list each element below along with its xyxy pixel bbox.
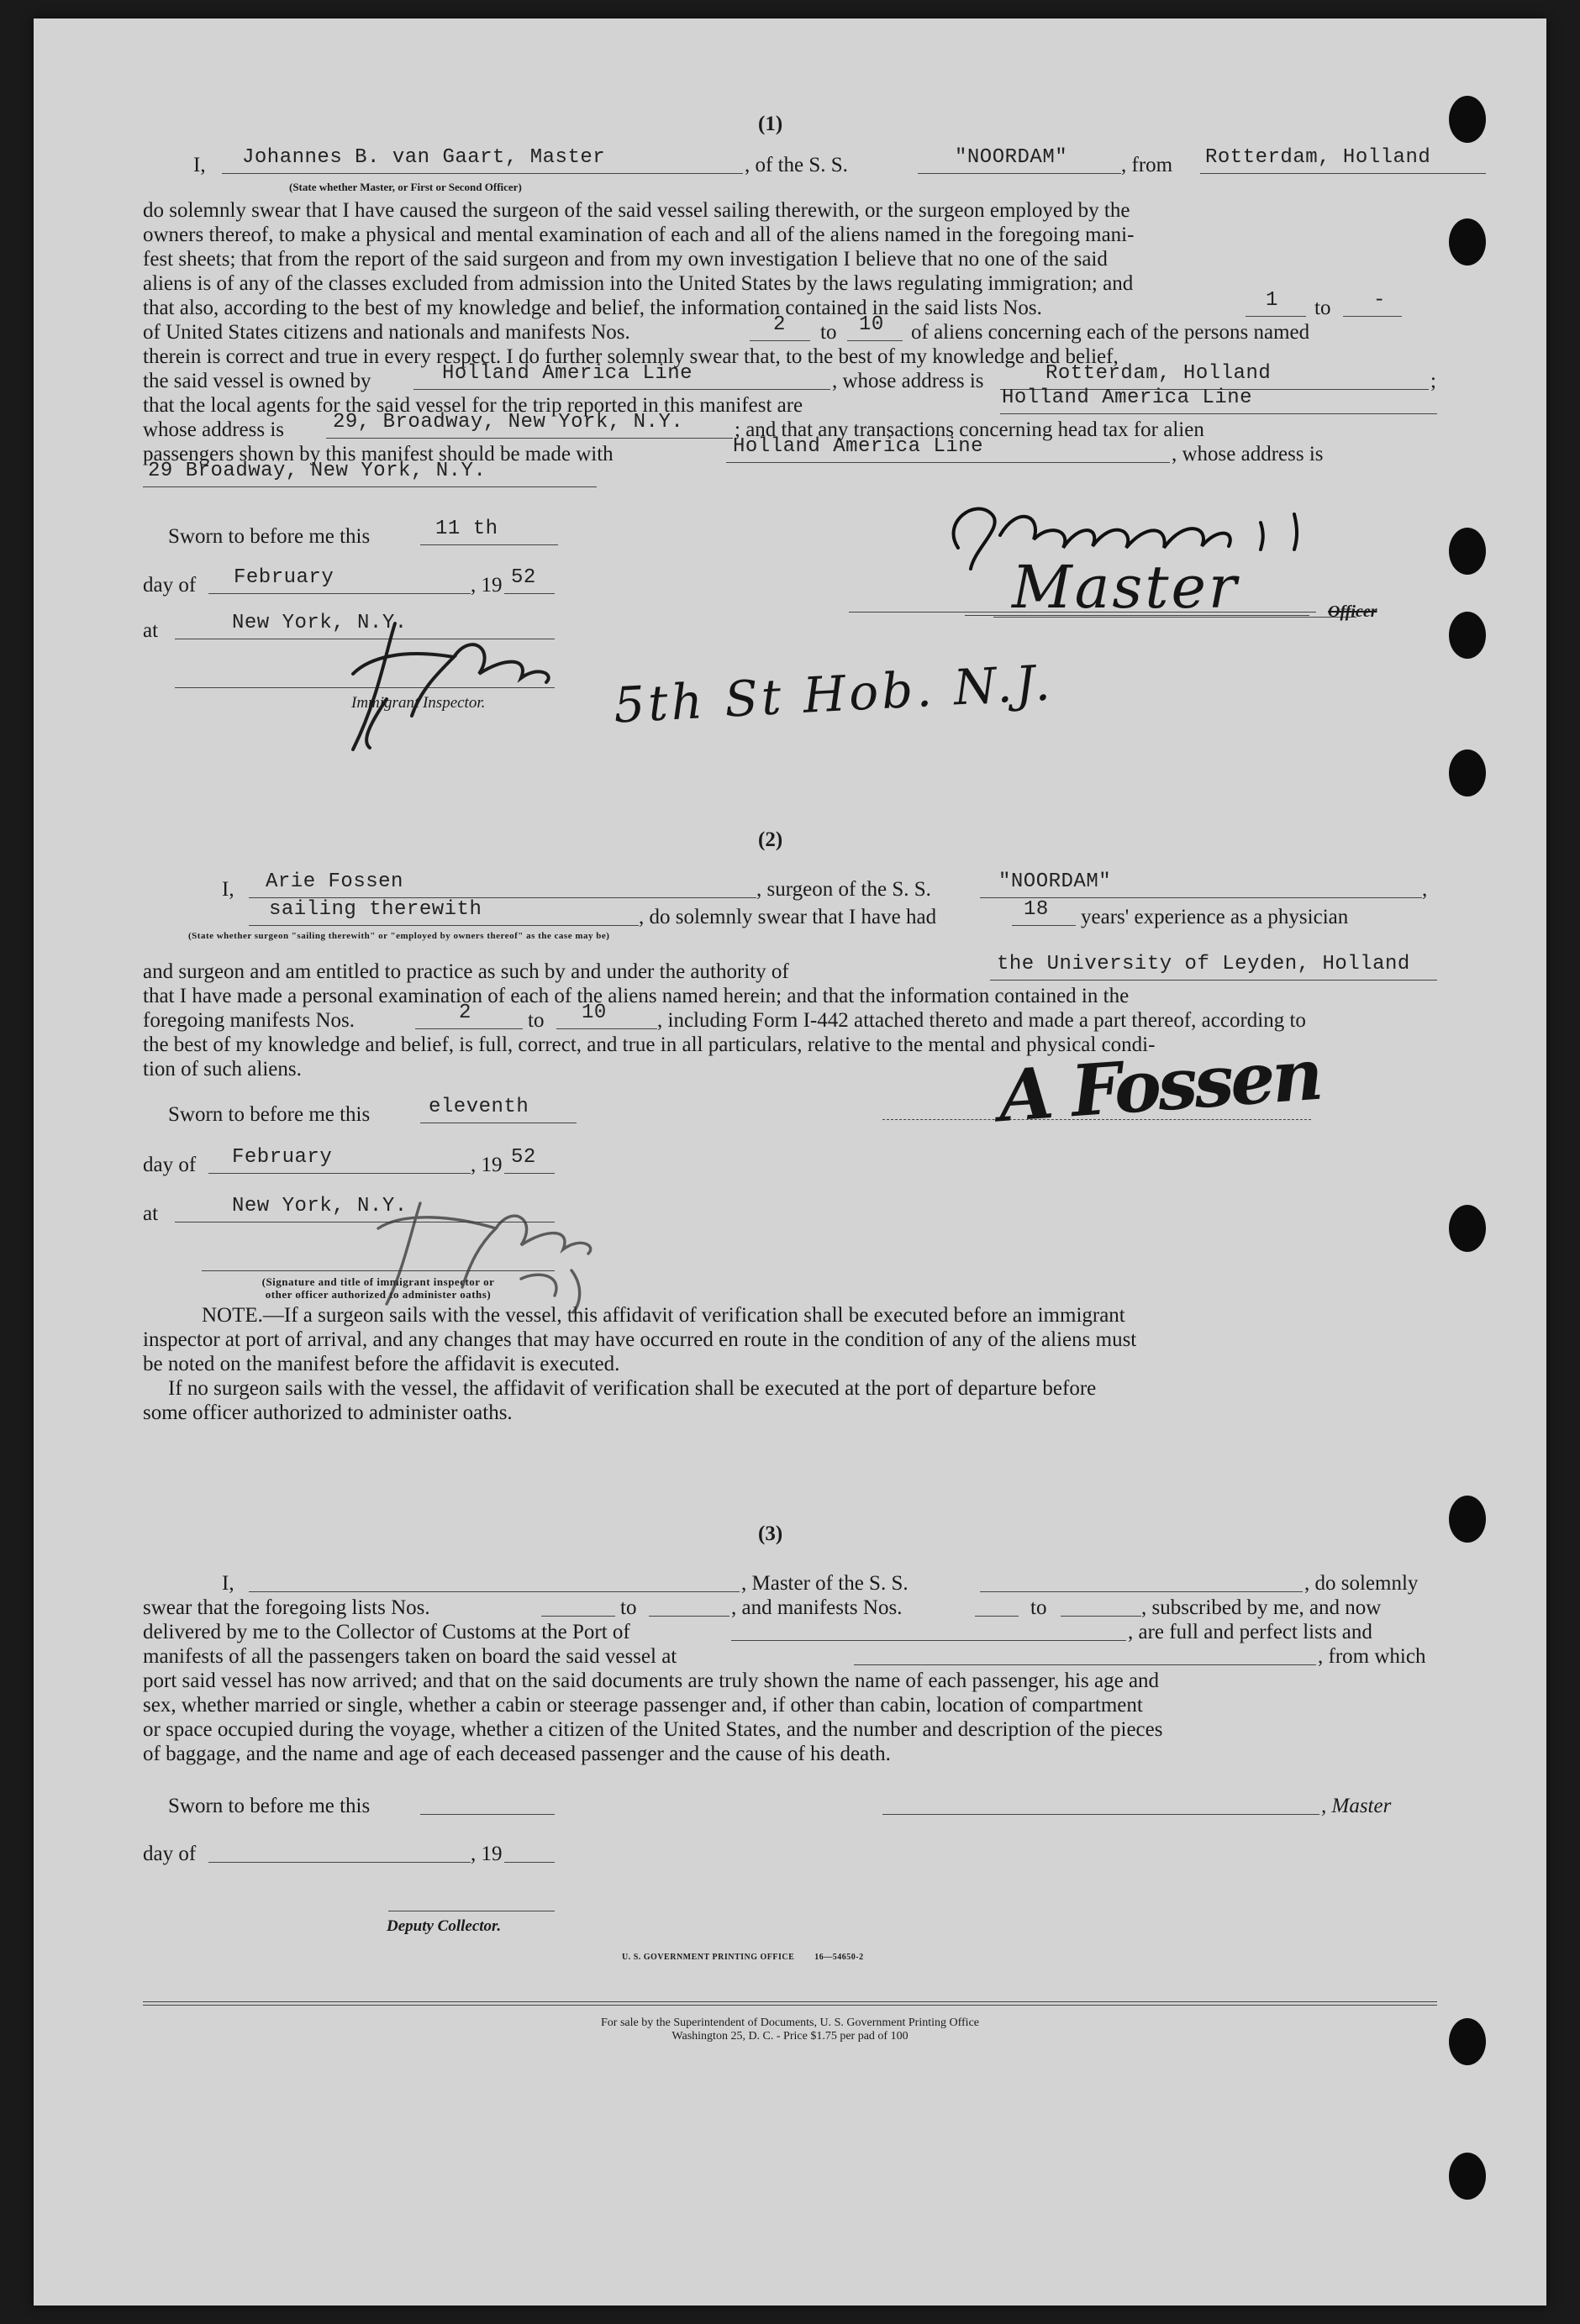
inspector-signature <box>336 598 588 766</box>
i-label: I, <box>193 154 206 176</box>
month-field: February <box>234 566 334 589</box>
month-field: February <box>232 1146 333 1169</box>
binder-hole <box>1449 2018 1486 2065</box>
section-heading: (1) <box>758 113 783 135</box>
vessel-name-field: "NOORDAM" <box>998 870 1112 893</box>
binder-hole <box>1449 1205 1486 1252</box>
manifests-to-field: 10 <box>859 313 884 336</box>
signature-note-1: (Signature and title of immigrant inspector or <box>261 1275 495 1288</box>
sworn-day-field: 11 th <box>435 518 498 540</box>
head-tax-agent-field: Holland America Line <box>733 435 984 458</box>
surgeon-status-field: sailing therewith <box>269 898 482 921</box>
section-heading: (3) <box>758 1522 783 1545</box>
authority-field: the University of Leyden, Holland <box>997 953 1410 975</box>
section-heading: (2) <box>758 828 783 851</box>
master-title-handwritten: Master <box>1012 553 1240 622</box>
surgeon-name-field: Arie Fossen <box>266 870 403 893</box>
owner-address-field: Rotterdam, Holland <box>1045 362 1272 385</box>
manifests-from-field: 2 <box>773 313 786 336</box>
owner-field: Holland America Line <box>442 362 693 385</box>
place-field: New York, N.Y. <box>232 612 408 634</box>
master-name-field: Johannes B. van Gaart, Master <box>242 146 606 169</box>
inspector-label: Immigrant Inspector. <box>351 694 486 712</box>
signature-note-2: other officer authorized to administer oaths) <box>265 1288 492 1301</box>
manifests-to-field: 10 <box>582 1002 607 1024</box>
sale-notice-2: Washington 25, D. C. - Price $1.75 per pad of 100 <box>672 2030 908 2043</box>
binder-hole <box>1449 2153 1486 2200</box>
agents-field: Holland America Line <box>1002 386 1253 409</box>
binder-hole <box>1449 612 1486 659</box>
lists-from-field: 1 <box>1266 289 1278 312</box>
sale-notice-1: For sale by the Superintendent of Documents, U. S. Government Printing Office <box>601 2016 979 2029</box>
agents-address-field: 29, Broadway, New York, N.Y. <box>333 411 684 434</box>
inspector-signature-2 <box>353 1170 622 1321</box>
years-field: 18 <box>1024 898 1049 921</box>
master-label: , Master <box>1321 1795 1392 1817</box>
binder-hole <box>1449 528 1486 575</box>
sworn-day-field: eleventh <box>429 1096 529 1118</box>
margin-handwritten-note: 5th St Hob. N.J. <box>612 654 1056 734</box>
surgeon-signature: A Fossen <box>996 1032 1323 1138</box>
rank-note: (State whether Master, or First or Second Officer) <box>289 181 522 193</box>
manifests-from-field: 2 <box>459 1002 471 1024</box>
officer-label: Officer <box>1328 602 1377 621</box>
vessel-name-field: "NOORDAM" <box>955 146 1068 169</box>
binder-hole <box>1449 218 1486 266</box>
year-field: 52 <box>511 1146 536 1169</box>
deputy-collector-label: Deputy Collector. <box>387 1917 502 1935</box>
binder-hole <box>1449 749 1486 797</box>
manifest-affidavit-page: (1) I, Johannes B. van Gaart, Master (State whether Master, or First or Second Officer) , of the S. S. "NOORDAM" , from Rotterdam, Holland do solemnly swear that I have caused the surgeon of the said vessel sailing therewith, or the surgeon employed by the owners thereof, to make a physical and mental examination of each and all of the aliens named in the foregoing mani- fest sheets; that from the report of the said surgeon and from my own investigation I believe that no one of the said aliens is of any of the classes excluded from admission into the United States by the laws regulating immigration; and that also, according to the best of my knowledge and belief, the information contained in the said lists Nos. 1 to - of United States citizens and nationals and manifests Nos. 2 to 10 of aliens concerning each of the persons named therein is correct and true in every respect. I do further solemnly swear that, to the best of my knowledge and belief, the said vessel is owned by Holland America Line , whose address is Rotterdam, Holland ; that the local agents for the said vessel for the trip reported in this manifest are Holland America Line whose address is 29, Broadway, New York, N.Y. ; and that any transactions concerning head tax for alien passengers shown by this manifest should be made with Holland America Line , whose address is 29 Broadway, New York, N.Y. Sworn to before me this 11 th day of February , 19 52 at New York, N.Y. Immigrant Inspector. Officer Master 5th St Hob. N.J. (2) I, Arie Fossen , surgeon of the S. S. "NOORDAM" , sailing therewith , do solemnly swear that I have had 18 years' experience as a physician (State whether surgeon "sailing therewith" or "employed by owners thereof" as the case may be) and surgeon and am entitled to practice as such by and under the authority of the University of Leyden, Holland that I have made a personal examination of each of the aliens named herein; and that the information contained in the foregoing manifests Nos. 2 to 10 , including Form I-442 attached thereto and made a part thereof, according to the best of my knowledge and belief, is full, correct, and true in all particulars, relative to the mental and physical condi- tion of such aliens. Sworn to before me this eleventh day of February , 19 52 at New York, N.Y. (Signature and title of immigrant inspector or other officer authorized to administer oaths) NOTE.—If a surgeon sails with the vessel, this affidavit of verification shall be executed before an immigrant inspector at port of arrival, and any changes that may have occurred en route in the condition of any of the aliens must be noted on the manifest before the affidavit is executed. If no surgeon sails with the vessel, the affidavit of verification shall be executed at the port of departure before some officer authorized to administer oaths. A Fossen (3) I, , Master of the S. S. , do solemnly swear that the foregoing lists Nos. to , and manifests Nos. to , subscribed by me, and now delivered by me to the Collector of Customs at the Port of , are full and perfect lists and manifests of all the passengers taken on board the said vessel at , from which port said vessel has now arrived; and that on the said documents are truly shown the name of each passenger, his age and sex, whether married or single, whether a cabin or steerage passenger and, if other than cabin, location of compartment or space occupied during the voyage, whether a citizen of the United States, and the number and description of the pieces of baggage, and the name and age of each deceased passenger and the cause of his death. Sworn to before me this , Master day of , 19 Deputy Collector. U. S. GOVERNMENT PRINTING OFFICE 16—54650-2 For sale by the Superintendent of Documents, U. S. Government Printing Office Washington 25, D. C. - Price $1.75 per pad of 100 <box>34 18 1546 2306</box>
year-field: 52 <box>511 566 536 589</box>
from-port-field: Rotterdam, Holland <box>1205 146 1431 169</box>
place-field: New York, N.Y. <box>232 1195 408 1217</box>
printing-office-line: U. S. GOVERNMENT PRINTING OFFICE 16—54650-2 <box>622 1953 864 1962</box>
head-tax-address-field: 29 Broadway, New York, N.Y. <box>148 460 487 482</box>
lists-to-field: - <box>1373 289 1386 312</box>
status-note: (State whether surgeon "sailing therewith" or "employed by owners thereof" as the case may be) <box>188 931 610 941</box>
binder-hole <box>1449 1496 1486 1543</box>
binder-hole <box>1449 96 1486 143</box>
